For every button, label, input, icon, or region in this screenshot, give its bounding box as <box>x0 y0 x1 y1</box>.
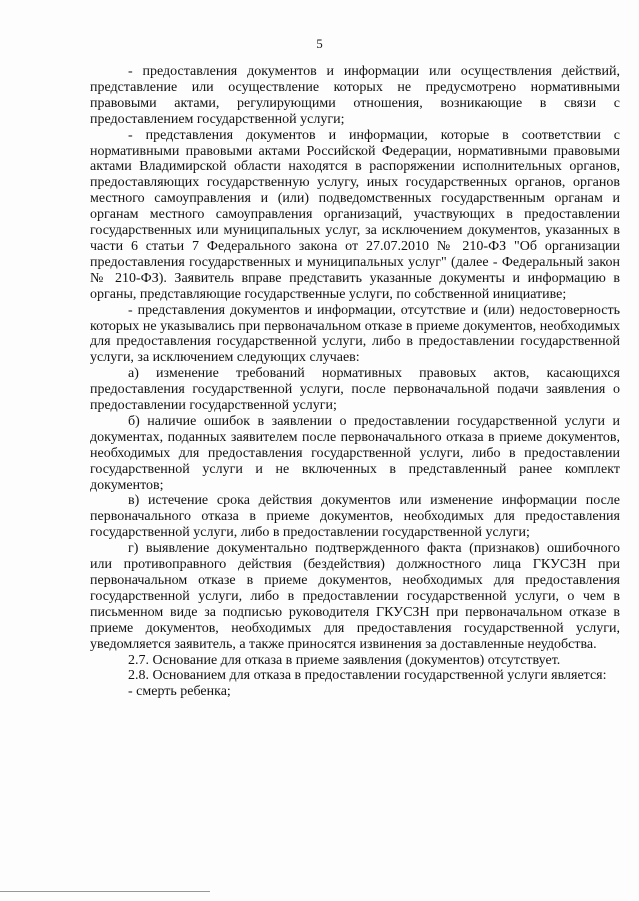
paragraph-2-8: 2.8. Основанием для отказа в предоставлении государственной услуги является: <box>128 668 607 684</box>
paragraph-documents-in-possession: - представления документов и информации, которые в соответствии с нормативными правовыми актами Российской Федерации, нормативными правовыми актами Владимирской области находятся в распоряжении исполнительных органов, предоставляющих государственную услугу, иных государственных органов, органов местного самоуправления и (или) подведомственных государственным органам и органам местного самоуправления организаций, участвующих в предоставлении государственных или муниципальных услуг, за исключением документов, указанных в части 6 статьи 7 Федерального закона от 27.07.2010 № 210-ФЗ "Об организации предоставления государственных и муниципальных услуг" (далее - Федеральный закон № 210-ФЗ). Заявитель вправе представить указанные документы и информацию в органы, представляющие государственные услуги, по собственной инициативе; <box>90 127 620 302</box>
document-body <box>90 64 620 700</box>
paragraph-case-g: г) выявление документально подтвержденного факта (признаков) ошибочного или противоправного действия (бездействия) должностного лица ГКУСЗН при первоначальном отказе в приеме документов, необходимых для предоставления государственной услуги, либо в предоставлении государственной услуги, о чем в письменном виде за подписью руководителя ГКУСЗН при первоначальном отказе в приеме документов, необходимых для предоставления государственной услуги, уведомляется заявитель, а также приносятся извинения за доставленные неудобства. <box>90 541 620 652</box>
paragraph-case-b: б) наличие ошибок в заявлении о предоставлении государственной услуги и документах, поданных заявителем после первоначального отказа в приеме документов, необходимых для предоставления государственной услуги, либо в предоставлении государственной услуги и не включенных в представленный ранее комплект документов; <box>90 413 620 493</box>
paragraph-case-v: в) истечение срока действия документов или изменение информации после первоначального отказа в приеме документов, необходимых для предоставления государственной услуги, либо в предоставлении государственной услуги; <box>90 493 620 541</box>
paragraph-unnecessary-documents: - предоставления документов и информации или осуществления действий, представление или осуществление которых не предусмотрено нормативными правовыми актами, регулирующими отношения, возникающие в связи с предоставлением государственной услуги; <box>90 64 620 127</box>
paragraph-child-death: - смерть ребенка; <box>128 684 231 700</box>
paragraph-missing-info: - представления документов и информации, отсутствие и (или) недостоверность которых не указывались при первоначальном отказе в приеме документов, необходимых для предоставления государственной услуги, либо в предоставлении государственной услуги, за исключением следующих случаев: <box>90 302 620 366</box>
paragraph-2-7: 2.7. Основание для отказа в приеме заявления (документов) отсутствует. <box>128 652 561 668</box>
page-number: 5 <box>316 36 323 51</box>
paragraph-case-a: а) изменение требований нормативных правовых актов, касающихся предоставления государственной услуги, после первоначальной подачи заявления о предоставлении государственной услуги; <box>90 366 620 414</box>
bottom-rule <box>0 891 210 892</box>
